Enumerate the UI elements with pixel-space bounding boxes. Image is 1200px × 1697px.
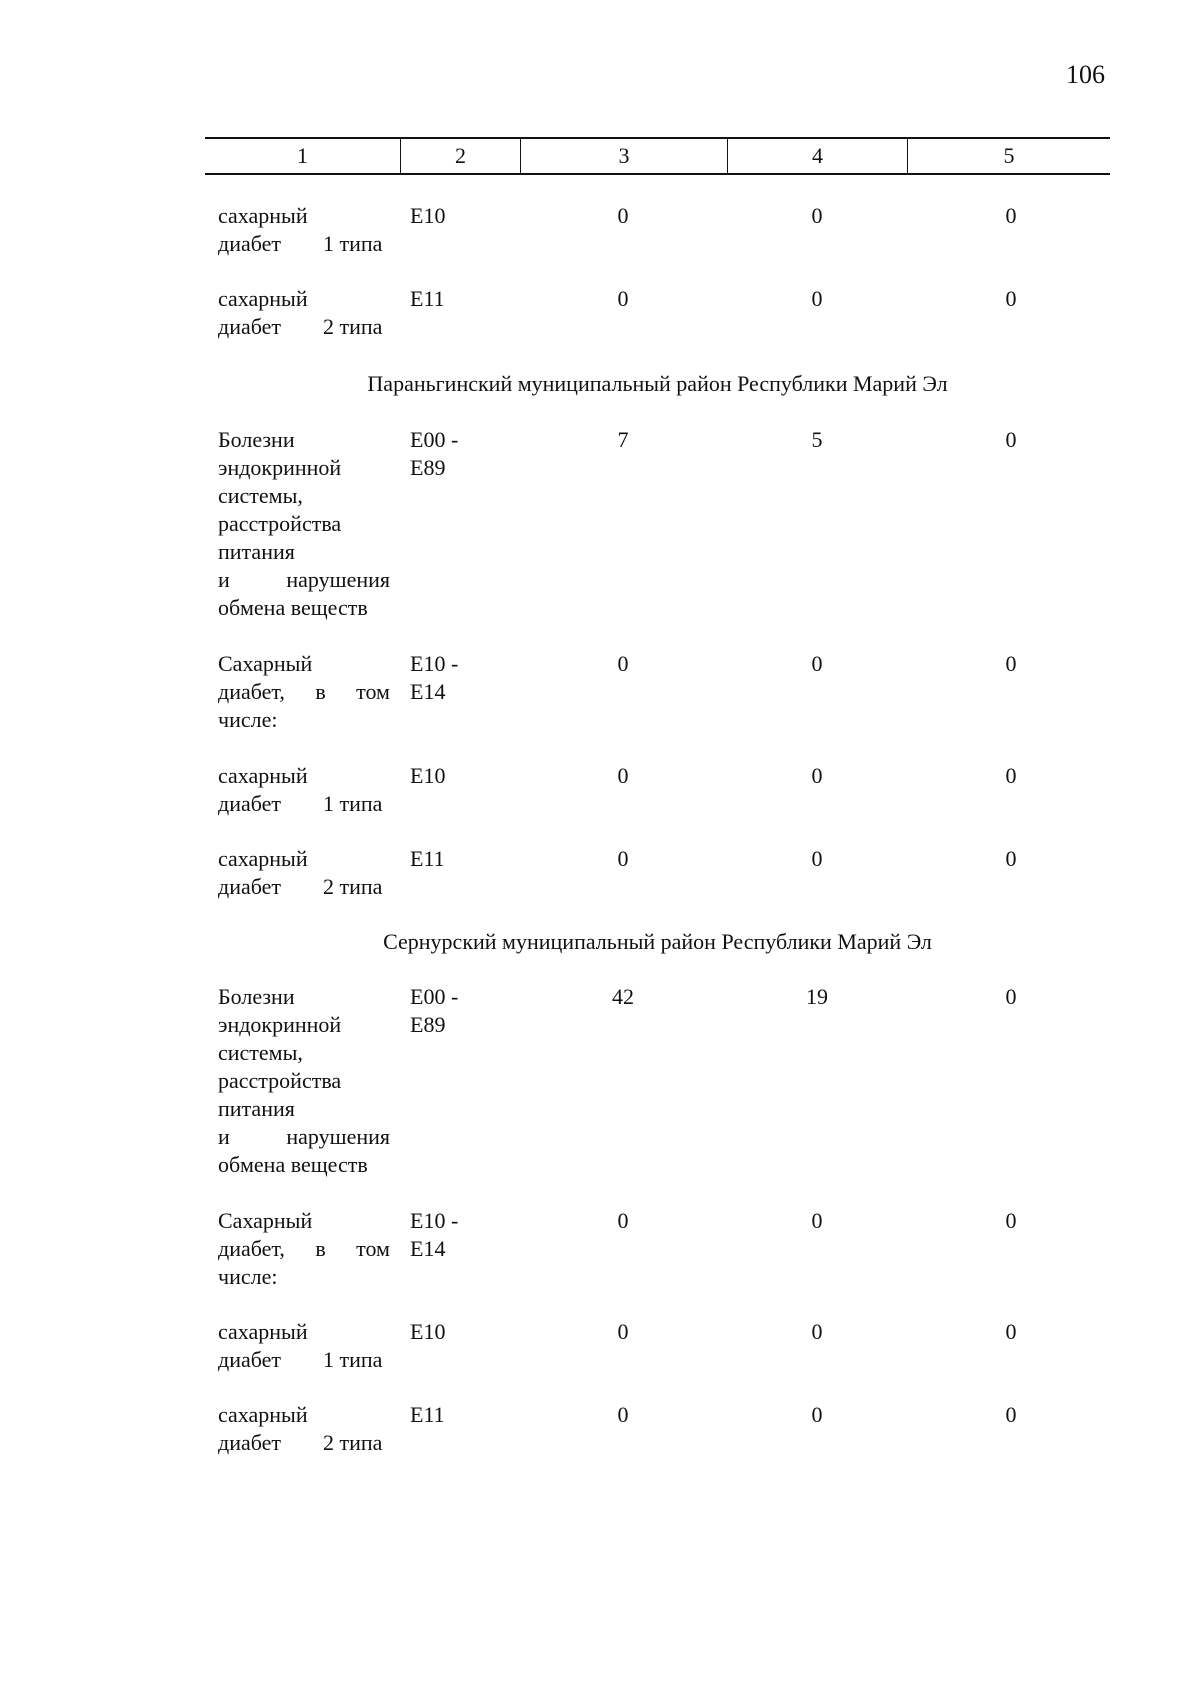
value-col5: 0: [1005, 1208, 1017, 1233]
column-header-5: 5: [1003, 143, 1015, 168]
row-code: E10 - E14: [410, 651, 459, 704]
value-col5: 0: [1005, 984, 1017, 1009]
value-col3: 0: [617, 1208, 629, 1233]
section-title: Сернурский муниципальный район Республики Марий Эл: [383, 929, 932, 954]
value-col5: 0: [1005, 846, 1017, 871]
value-col4: 0: [811, 651, 823, 676]
value-col4: 19: [806, 984, 828, 1009]
section-title: Параньгинский муниципальный район Республики Марий Эл: [367, 371, 948, 396]
row-label: сахарный диабет 1 типа: [218, 203, 383, 256]
value-col5: 0: [1005, 651, 1017, 676]
row-code: E11: [410, 286, 445, 311]
value-col5: 0: [1005, 286, 1017, 311]
value-col5: 0: [1005, 1402, 1017, 1427]
column-header-4: 4: [728, 139, 908, 173]
value-col3: 7: [617, 427, 629, 452]
row-label: сахарный диабет 2 типа: [218, 286, 383, 339]
value-col3: 0: [617, 1402, 629, 1427]
row-code: E00 - E89: [410, 427, 459, 480]
value-col4: 0: [811, 763, 823, 788]
column-header-3: 3: [521, 139, 728, 173]
row-code: E10 - E14: [410, 1208, 459, 1261]
value-col5: 0: [1005, 1319, 1017, 1344]
value-col3: 0: [617, 286, 629, 311]
row-code: E10: [410, 763, 446, 788]
value-col4: 0: [811, 846, 823, 871]
row-label: Сахарный диабет, в том числе:: [218, 651, 390, 732]
row-label: сахарный диабет 1 типа: [218, 763, 383, 816]
row-code: E11: [410, 846, 445, 871]
row-label: сахарный диабет 2 типа: [218, 1402, 383, 1455]
value-col4: 5: [811, 427, 823, 452]
value-col3: 42: [612, 984, 634, 1009]
value-col4: 0: [811, 1402, 823, 1427]
row-code: E10: [410, 203, 446, 228]
row-label: Болезни эндокринной системы, расстройства питания и нарушения обмена веществ: [218, 984, 390, 1177]
row-label: сахарный диабет 1 типа: [218, 1319, 383, 1372]
row-code: E11: [410, 1402, 445, 1427]
value-col4: 0: [811, 203, 823, 228]
table-header: [205, 137, 1110, 175]
column-header-1: 1: [205, 139, 401, 173]
value-col5: 0: [1005, 763, 1017, 788]
value-col5: 0: [1005, 427, 1017, 452]
value-col4: 0: [811, 1208, 823, 1233]
value-col3: 0: [617, 1319, 629, 1344]
page-number: 106: [1066, 60, 1105, 89]
value-col4: 0: [811, 286, 823, 311]
value-col3: 0: [617, 763, 629, 788]
value-col3: 0: [617, 203, 629, 228]
row-label: сахарный диабет 2 типа: [218, 846, 383, 899]
value-col5: 0: [1005, 203, 1017, 228]
row-code: E00 - E89: [410, 984, 459, 1037]
value-col3: 0: [617, 651, 629, 676]
column-header-2: 2: [401, 139, 521, 173]
value-col3: 0: [617, 846, 629, 871]
value-col4: 0: [811, 1319, 823, 1344]
row-label: Сахарный диабет, в том числе:: [218, 1208, 390, 1289]
row-code: E10: [410, 1319, 446, 1344]
row-label: Болезни эндокринной системы, расстройства питания и нарушения обмена веществ: [218, 427, 390, 620]
